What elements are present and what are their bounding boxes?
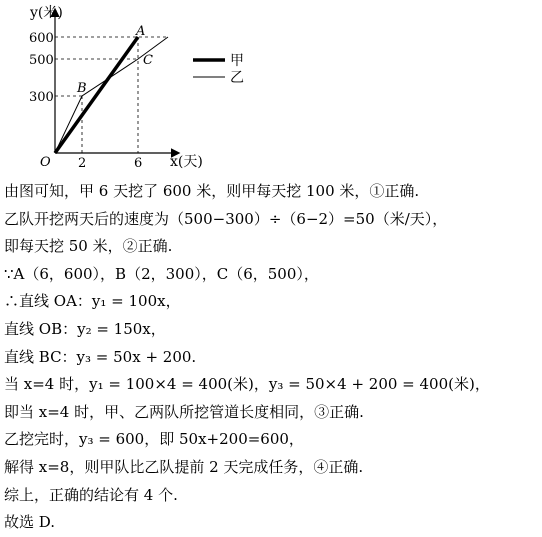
solution-line-12: 综上，正确的结论有 4 个.	[4, 485, 178, 504]
solution-line-9: 即当 x=4 时，甲、乙两队所挖管道长度相同，③正确.	[4, 402, 364, 421]
x-tick-6: 6	[134, 156, 143, 171]
point-label-a: A	[136, 24, 146, 39]
origin-label: O	[40, 155, 51, 170]
point-label-c: C	[143, 53, 153, 68]
solution-line-5: ∴直线 OA：y₁ = 100x，	[4, 292, 181, 311]
series-jia-line	[55, 37, 138, 153]
y-tick-500: 500	[29, 53, 54, 68]
solution-line-6: 直线 OB：y₂ = 150x，	[4, 319, 166, 338]
legend-yi-label: 乙	[230, 70, 244, 86]
point-label-b: B	[77, 81, 87, 96]
solution-line-1: 由图可知，甲 6 天挖了 600 米，则甲每天挖 100 米，①正确.	[4, 182, 420, 200]
solution-line-11: 解得 x=8，则甲队比乙队提前 2 天完成任务，④正确.	[4, 457, 364, 476]
solution-line-13: 故选 D.	[4, 513, 56, 532]
x-tick-2: 2	[78, 156, 87, 171]
y-axis-label: y(米)	[30, 5, 63, 21]
line-graph	[0, 0, 260, 178]
solution-line-7: 直线 BC：y₃ = 50x + 200.	[4, 347, 197, 366]
solution-line-2: 乙队开挖两天后的速度为（500−300）÷（6−2）=50（米/天），	[4, 209, 448, 228]
solution-text	[4, 178, 538, 537]
solution-line-10: 乙挖完时，y₃ = 600，即 50x+200=600，	[4, 430, 304, 449]
y-tick-300: 300	[29, 90, 54, 105]
x-axis-label: x(天)	[170, 154, 203, 170]
legend-jia-label: 甲	[230, 53, 244, 69]
solution-line-8: 当 x=4 时，y₁ = 100×4 = 400(米)，y₃ = 50×4 + 200 = 400(米)，	[4, 375, 490, 394]
y-tick-600: 600	[29, 31, 54, 46]
solution-line-3: 即每天挖 50 米，②正确.	[4, 237, 173, 256]
solution-line-4: ∵A（6，600），B（2，300），C（6，500），	[4, 264, 319, 283]
